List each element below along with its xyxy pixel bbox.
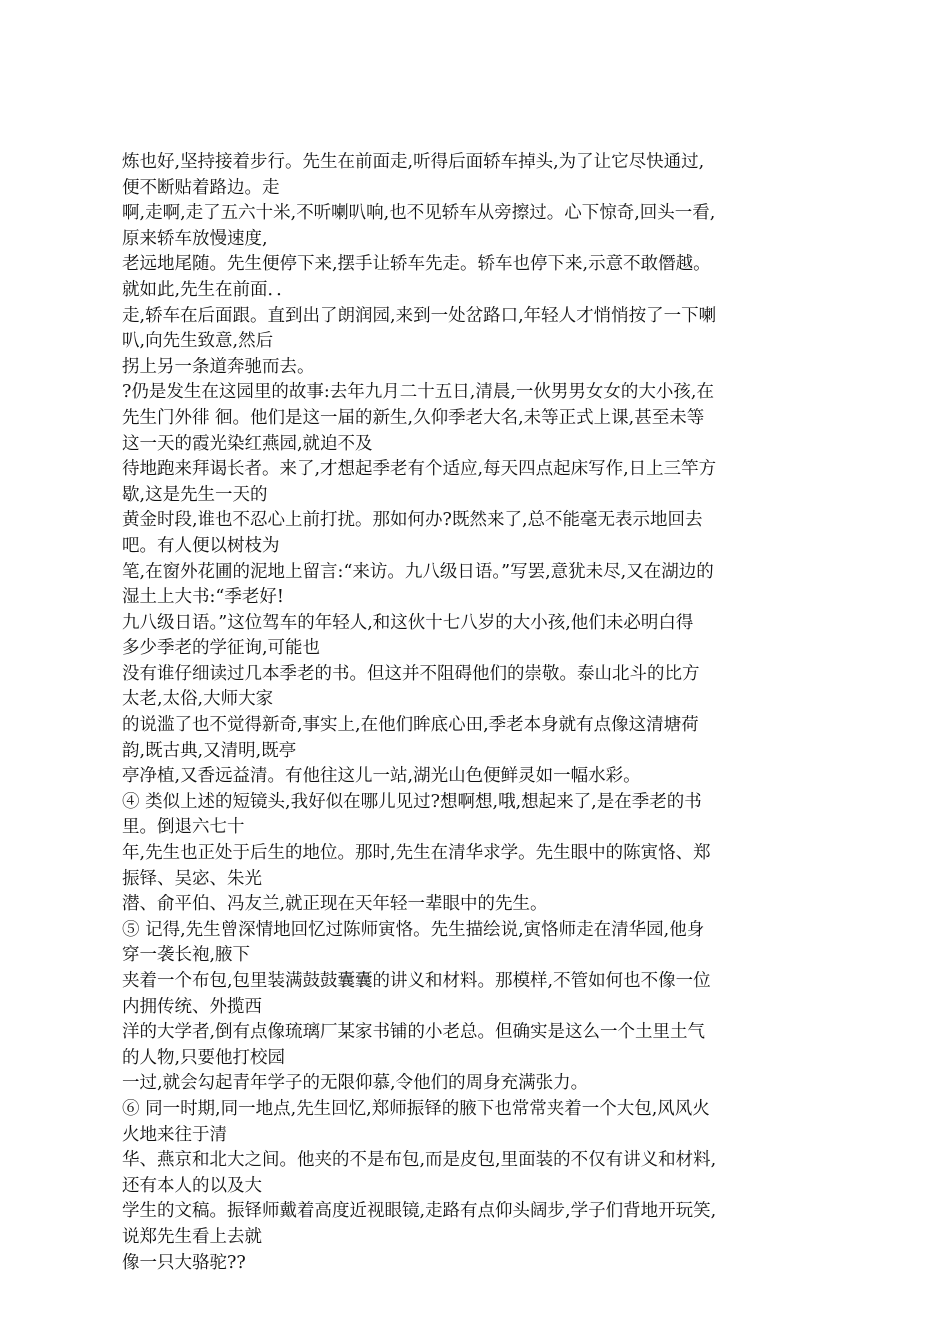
text-line: 穿一袭长袍,腋下 bbox=[122, 945, 251, 966]
text-line: 说郑先生看上去就 bbox=[122, 1226, 262, 1247]
text-line: 吧。有人便以树枝为 bbox=[122, 535, 280, 556]
text-line: 多少季老的学征询,可能也 bbox=[122, 638, 321, 659]
text-line: 的人物,只要他打校园 bbox=[122, 1047, 286, 1068]
text-line: 的说滥了也不觉得新奇,事实上,在他们眸底心田,季老本身就有点像这清塘荷 bbox=[122, 715, 699, 736]
text-line: 笔,在窗外花圃的泥地上留言:“来访。九八级日语。”写罢,意犹未尽,又在湖边的 bbox=[122, 561, 714, 582]
text-line: 火地来往于清 bbox=[122, 1124, 227, 1145]
text-line: 湿土上大书:“季老好! bbox=[122, 587, 284, 608]
text-line: 啊,走啊,走了五六十米,不听喇叭响,也不见轿车从旁擦过。心下惊奇,回头一看, bbox=[122, 203, 716, 224]
text-line: 里。倒退六七十 bbox=[122, 817, 245, 838]
text-line: ⑤ 记得,先生曾深情地回忆过陈师寅恪。先生描绘说,寅恪师走在清华园,他身 bbox=[122, 919, 705, 940]
text-line: ④ 类似上述的短镜头,我好似在哪儿见过?想啊想,哦,想起来了,是在季老的书 bbox=[122, 791, 702, 812]
text-line: 华、燕京和北大之间。他夹的不是布包,而是皮包,里面装的不仅有讲义和材料, bbox=[122, 1150, 717, 1171]
text-line: 太老,太俗,大师大家 bbox=[122, 689, 274, 710]
text-line: 内拥传统、外揽西 bbox=[122, 996, 262, 1017]
text-line: 还有本人的以及大 bbox=[122, 1175, 262, 1196]
text-line: 洋的大学者,倒有点像琉璃厂某家书铺的小老总。但确实是这么一个土里土气 bbox=[122, 1022, 706, 1043]
text-line: 拐上另一条道奔驰而去。 bbox=[122, 356, 315, 377]
text-line: 振铎、吴宓、朱光 bbox=[122, 868, 262, 889]
text-line: 九八级日语。”这位驾车的年轻人,和这伙十七八岁的大小孩,他们未必明白得 bbox=[122, 612, 694, 633]
text-line: 没有谁仔细读过几本季老的书。但这并不阻碍他们的崇敬。泰山北斗的比方 bbox=[122, 663, 700, 684]
text-line: 待地跑来拜谒长者。来了,才想起季老有个适应,每天四点起床写作,日上三竿方 bbox=[122, 459, 717, 480]
text-line: 老远地尾随。先生便停下来,摆手让轿车先走。轿车也停下来,示意不敢僭越。 bbox=[122, 254, 711, 275]
text-line: 夹着一个布包,包里装满鼓鼓囊囊的讲义和材料。那模样,不管如何也不像一位 bbox=[122, 971, 711, 991]
text-line: 黄金时段,谁也不忍心上前打扰。那如何办?既然来了,总不能毫无表示地回去 bbox=[122, 510, 703, 531]
text-line: ?仍是发生在这园里的故事:去年九月二十五日,清晨,一伙男男女女的大小孩,在 bbox=[122, 382, 714, 403]
text-line: 一过,就会勾起青年学子的无限仰慕,令他们的周身充满张力。 bbox=[122, 1073, 589, 1094]
text-line: 炼也好,坚持接着步行。先生在前面走,听得后面轿车掉头,为了让它尽快通过, bbox=[122, 152, 705, 172]
text-line: 先生门外徘 徊。他们是这一届的新生,久仰季老大名,未等正式上课,甚至未等 bbox=[122, 407, 705, 428]
text-line: 这一天的霞光染红燕园,就迫不及 bbox=[122, 433, 373, 454]
text-line: 韵,既古典,又清明,既亭 bbox=[122, 740, 297, 761]
text-line: 潜、俞平伯、冯友兰,就正现在天年轻一辈眼中的先生。 bbox=[122, 894, 548, 915]
text-line: 就如此,先生在前面．． bbox=[122, 279, 294, 300]
text-line: 学生的文稿。振铎师戴着高度近视眼镜,走路有点仰头阔步,学子们背地开玩笑, bbox=[122, 1201, 717, 1222]
document-body bbox=[122, 150, 812, 1276]
text-line: 亭净植,又香远益清。有他往这儿一站,湖光山色便鲜灵如一幅水彩。 bbox=[122, 766, 641, 787]
text-line: 走,轿车在后面跟。直到出了朗润园,来到一处岔路口,年轻人才悄悄按了一下喇 bbox=[122, 305, 717, 326]
text-line: 原来轿车放慢速度, bbox=[122, 228, 268, 249]
text-line: 叭,向先生致意,然后 bbox=[122, 331, 274, 352]
text-line: ⑥ 同一时期,同一地点,先生回忆,郑师振铎的腋下也常常夹着一个大包,风风火 bbox=[122, 1098, 710, 1119]
text-line: 便不断贴着路边。走 bbox=[122, 177, 280, 198]
text-line: 年,先生也正处于后生的地位。那时,先生在清华求学。先生眼中的陈寅恪、郑 bbox=[122, 843, 711, 864]
text-line: 歇,这是先生一天的 bbox=[122, 484, 268, 505]
text-line: 像一只大骆驼?? bbox=[122, 1252, 246, 1273]
